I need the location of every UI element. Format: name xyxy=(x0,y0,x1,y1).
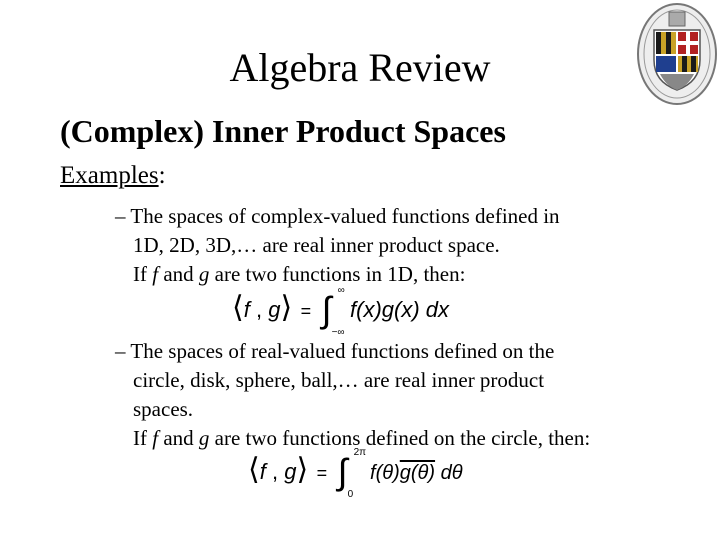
examples-text: Examples xyxy=(60,162,159,189)
equation-inner-product-circle: ⟨f , g⟩ = ∫ 2π 0 f(θ)g(θ) dθ xyxy=(248,446,463,500)
bullet-real-functions xyxy=(115,337,590,453)
bullet2-line3: spaces. xyxy=(133,397,194,421)
bullet2-line1: – The spaces of real-valued functions defined on the xyxy=(115,339,555,363)
bullet1-line3: If f and g are two functions in 1D, then: xyxy=(133,262,466,286)
examples-label xyxy=(60,162,166,190)
bullet1-line1: – The spaces of complex-valued functions defined in xyxy=(115,204,560,228)
bullet2-line4: If f and g are two functions defined on the circle, then: xyxy=(133,426,591,450)
bullet2-line2: circle, disk, sphere, ball,… are real inner product xyxy=(133,368,545,392)
section-heading: (Complex) Inner Product Spaces xyxy=(60,113,506,149)
examples-colon: : xyxy=(158,162,166,189)
bullet1-line2: 1D, 2D, 3D,… are real inner product space. xyxy=(133,233,500,257)
university-seal-logo xyxy=(636,2,718,107)
bullet-complex-functions xyxy=(115,202,560,289)
equation-inner-product-1d: ⟨f , g⟩ = ∫ ∞ −∞ f(x)g(x) dx xyxy=(232,284,450,338)
slide-title: Algebra Review xyxy=(229,45,491,90)
